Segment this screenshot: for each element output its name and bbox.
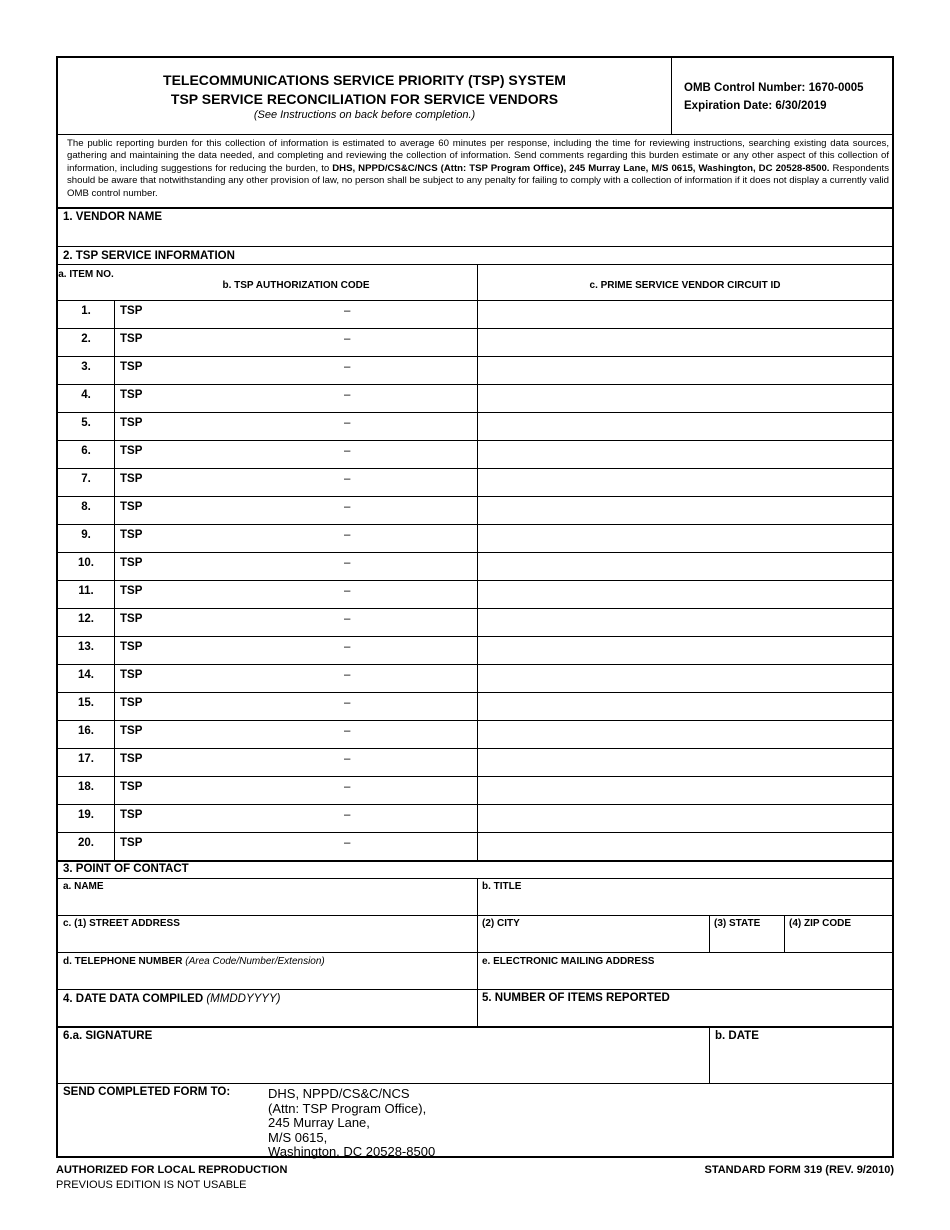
tsp-auth-code-field[interactable] xyxy=(150,611,470,633)
omb-control-number: OMB Control Number: 1670-0005 xyxy=(684,82,864,94)
tsp-prefix: TSP xyxy=(120,809,143,821)
circuit-id-field[interactable] xyxy=(482,415,887,437)
telephone-label xyxy=(63,956,325,967)
items-reported-field[interactable] xyxy=(482,1008,887,1024)
address-line: 245 Murray Lane, xyxy=(268,1115,370,1130)
title-line-1: TELECOMMUNICATIONS SERVICE PRIORITY (TSP) SYSTEM xyxy=(163,72,566,88)
poc-title-field[interactable] xyxy=(482,895,887,913)
circuit-id-field[interactable] xyxy=(482,807,887,829)
email-field[interactable] xyxy=(482,970,887,988)
tsp-prefix: TSP xyxy=(120,389,143,401)
auth-code-separator: – xyxy=(344,501,351,513)
circuit-id-field[interactable] xyxy=(482,779,887,801)
tsp-prefix: TSP xyxy=(120,305,143,317)
auth-code-separator: – xyxy=(344,809,351,821)
tsp-prefix: TSP xyxy=(120,753,143,765)
auth-code-separator: – xyxy=(344,445,351,457)
table-row xyxy=(58,608,892,636)
tsp-auth-code-field[interactable] xyxy=(150,527,470,549)
tsp-auth-code-field[interactable] xyxy=(150,387,470,409)
footer-form-number: STANDARD FORM 319 (REV. 9/2010) xyxy=(704,1164,894,1176)
item-number: 10. xyxy=(78,557,94,569)
tsp-auth-code-field[interactable] xyxy=(150,303,470,325)
poc-name-label: a. NAME xyxy=(63,881,104,892)
city-label: (2) CITY xyxy=(482,918,520,929)
auth-code-separator: – xyxy=(344,529,351,541)
expiration-date: Expiration Date: 6/30/2019 xyxy=(684,100,827,112)
circuit-id-field[interactable] xyxy=(482,527,887,549)
zip-label: (4) ZIP CODE xyxy=(789,918,852,929)
item-number: 4. xyxy=(81,389,91,401)
signature-date-label: b. DATE xyxy=(715,1030,759,1042)
tsp-auth-code-field[interactable] xyxy=(150,471,470,493)
street-address-label: c. (1) STREET ADDRESS xyxy=(63,918,180,929)
tsp-prefix: TSP xyxy=(120,529,143,541)
circuit-id-field[interactable] xyxy=(482,639,887,661)
table-row xyxy=(58,468,892,496)
tsp-prefix: TSP xyxy=(120,669,143,681)
send-to-label: SEND COMPLETED FORM TO: xyxy=(63,1086,231,1098)
poc-name-field[interactable] xyxy=(63,895,473,913)
table-row xyxy=(58,412,892,440)
circuit-id-field[interactable] xyxy=(482,667,887,689)
tsp-auth-code-field[interactable] xyxy=(150,695,470,717)
auth-code-separator: – xyxy=(344,557,351,569)
item-number: 18. xyxy=(78,781,94,793)
table-row xyxy=(58,552,892,580)
state-label: (3) STATE xyxy=(714,918,761,929)
circuit-id-field[interactable] xyxy=(482,331,887,353)
item-number: 17. xyxy=(78,753,94,765)
table-row xyxy=(58,496,892,524)
circuit-id-field[interactable] xyxy=(482,555,887,577)
col-circuit-id: c. PRIME SERVICE VENDOR CIRCUIT ID xyxy=(589,280,781,291)
item-number: 15. xyxy=(78,697,94,709)
tsp-auth-code-field[interactable] xyxy=(150,415,470,437)
tsp-auth-code-field[interactable] xyxy=(150,723,470,745)
auth-code-separator: – xyxy=(344,837,351,849)
table-row xyxy=(58,804,892,832)
table-row xyxy=(58,440,892,468)
circuit-id-field[interactable] xyxy=(482,583,887,605)
form-sf319 xyxy=(56,56,894,1158)
table-row xyxy=(58,832,892,860)
col-tsp-auth-code: b. TSP AUTHORIZATION CODE xyxy=(222,280,370,291)
tsp-service-info-label: 2. TSP SERVICE INFORMATION xyxy=(63,250,235,262)
item-number: 14. xyxy=(78,669,94,681)
circuit-id-field[interactable] xyxy=(482,751,887,773)
circuit-id-field[interactable] xyxy=(482,359,887,381)
signature-date-field[interactable] xyxy=(715,1046,887,1080)
item-number: 6. xyxy=(81,445,91,457)
tsp-auth-code-field[interactable] xyxy=(150,639,470,661)
address-line: DHS, NPPD/CS&C/NCS xyxy=(268,1086,410,1101)
table-row xyxy=(58,776,892,804)
auth-code-separator: – xyxy=(344,641,351,653)
circuit-id-field[interactable] xyxy=(482,387,887,409)
signature-field[interactable] xyxy=(63,1046,703,1080)
auth-code-separator: – xyxy=(344,333,351,345)
item-number: 5. xyxy=(81,417,91,429)
auth-code-separator: – xyxy=(344,417,351,429)
table-row xyxy=(58,524,892,552)
item-number: 8. xyxy=(81,501,91,513)
tsp-auth-code-field[interactable] xyxy=(150,667,470,689)
table-row xyxy=(58,580,892,608)
telephone-field[interactable] xyxy=(63,970,473,988)
point-of-contact-label: 3. POINT OF CONTACT xyxy=(63,863,189,875)
circuit-id-field[interactable] xyxy=(482,499,887,521)
table-row xyxy=(58,692,892,720)
item-number: 7. xyxy=(81,473,91,485)
tsp-auth-code-field[interactable] xyxy=(150,807,470,829)
tsp-auth-code-field[interactable] xyxy=(150,443,470,465)
address-line: M/S 0615, xyxy=(268,1129,328,1145)
auth-code-separator: – xyxy=(344,753,351,765)
tsp-prefix: TSP xyxy=(120,473,143,485)
date-compiled-text: 4. DATE DATA COMPILED xyxy=(63,993,204,1005)
tsp-prefix: TSP xyxy=(120,557,143,569)
circuit-id-field[interactable] xyxy=(482,471,887,493)
tsp-auth-code-field[interactable] xyxy=(150,583,470,605)
auth-code-separator: – xyxy=(344,669,351,681)
item-number: 11. xyxy=(78,585,94,597)
signature-label: 6.a. SIGNATURE xyxy=(63,1030,153,1042)
burden-text-a: The public reporting burden for this collection of information is estimated to average 60 minutes per response, including the time for reviewing instructions, searching existing data sources, gathering and maintaining the data needed, and completing and reviewing the collection of information. Send comments regarding this burden estimate or any other aspect of this collection of information, including suggestions for reducing the burden, to xyxy=(67,138,889,174)
footer-previous-edition: PREVIOUS EDITION IS NOT USABLE xyxy=(56,1179,247,1191)
tsp-prefix: TSP xyxy=(120,697,143,709)
tsp-prefix: TSP xyxy=(120,613,143,625)
burden-statement xyxy=(67,138,889,200)
date-compiled-hint: (MMDDYYYY) xyxy=(206,993,281,1005)
auth-code-separator: – xyxy=(344,585,351,597)
vendor-name-field[interactable] xyxy=(60,226,890,244)
date-compiled-label xyxy=(63,993,280,1005)
tsp-auth-code-field[interactable] xyxy=(150,835,470,857)
city-field[interactable] xyxy=(482,932,705,950)
auth-code-separator: – xyxy=(344,613,351,625)
footer-reproduction: AUTHORIZED FOR LOCAL REPRODUCTION xyxy=(56,1164,288,1176)
auth-code-separator: – xyxy=(344,781,351,793)
circuit-id-field[interactable] xyxy=(482,611,887,633)
address-line: Washington, DC 20528-8500 xyxy=(268,1144,436,1159)
tsp-prefix: TSP xyxy=(120,585,143,597)
item-number: 13. xyxy=(78,641,94,653)
tsp-auth-code-field[interactable] xyxy=(150,751,470,773)
col-item-no: a. ITEM NO. xyxy=(58,269,114,280)
item-number: 2. xyxy=(81,333,91,345)
table-row xyxy=(58,720,892,748)
circuit-id-field[interactable] xyxy=(482,303,887,325)
auth-code-separator: – xyxy=(344,305,351,317)
item-number: 20. xyxy=(78,837,94,849)
form-subtitle: (See Instructions on back before completion.) xyxy=(253,109,476,121)
table-row xyxy=(58,300,892,328)
zip-field[interactable] xyxy=(789,932,887,950)
state-field[interactable] xyxy=(714,932,780,950)
address-line: (Attn: TSP Program Office), xyxy=(268,1100,427,1116)
tsp-auth-code-field[interactable] xyxy=(150,331,470,353)
tsp-prefix: TSP xyxy=(120,725,143,737)
table-row xyxy=(58,664,892,692)
item-number: 19. xyxy=(78,809,94,821)
items-reported-label: 5. NUMBER OF ITEMS REPORTED xyxy=(482,992,670,1004)
tsp-prefix: TSP xyxy=(120,837,143,849)
tsp-auth-code-field[interactable] xyxy=(150,555,470,577)
auth-code-separator: – xyxy=(344,725,351,737)
auth-code-separator: – xyxy=(344,697,351,709)
burden-text-b: Respondents should be aware that notwithstanding any other provision of law, no person shall be subject to any penalty for failing to comply with a collection of information if it does not display a currently valid OMB control number. xyxy=(67,162,890,199)
table-row xyxy=(58,636,892,664)
item-number: 16. xyxy=(78,725,94,737)
tsp-prefix: TSP xyxy=(120,417,143,429)
auth-code-separator: – xyxy=(344,389,351,401)
item-number: 9. xyxy=(81,529,91,541)
omb-info xyxy=(684,79,864,115)
item-number: 3. xyxy=(81,361,91,373)
tsp-prefix: TSP xyxy=(120,445,143,457)
telephone-hint: (Area Code/Number/Extension) xyxy=(185,956,325,967)
table-row xyxy=(58,748,892,776)
send-to-address xyxy=(268,1087,435,1160)
tsp-prefix: TSP xyxy=(120,361,143,373)
tsp-prefix: TSP xyxy=(120,333,143,345)
tsp-auth-code-field[interactable] xyxy=(150,499,470,521)
circuit-id-field[interactable] xyxy=(482,835,887,857)
item-number: 1. xyxy=(81,305,91,317)
auth-code-separator: – xyxy=(344,361,351,373)
tsp-prefix: TSP xyxy=(120,641,143,653)
telephone-label-text: d. TELEPHONE NUMBER xyxy=(63,956,183,967)
table-row xyxy=(58,384,892,412)
item-number: 12. xyxy=(78,613,94,625)
auth-code-separator: – xyxy=(344,473,351,485)
table-row xyxy=(58,328,892,356)
tsp-auth-code-field[interactable] xyxy=(150,779,470,801)
email-label: e. ELECTRONIC MAILING ADDRESS xyxy=(482,956,655,967)
tsp-prefix: TSP xyxy=(120,501,143,513)
table-row xyxy=(58,356,892,384)
tsp-prefix: TSP xyxy=(120,781,143,793)
circuit-id-field[interactable] xyxy=(482,695,887,717)
form-title xyxy=(58,71,671,109)
tsp-auth-code-field[interactable] xyxy=(150,359,470,381)
date-compiled-field[interactable] xyxy=(63,1008,473,1024)
circuit-id-field[interactable] xyxy=(482,443,887,465)
burden-address: DHS, NPPD/CS&C/NCS (Attn: TSP Program Office), 245 Murray Lane, M/S 0615, Washington, DC 20528-8500. xyxy=(332,162,830,174)
circuit-id-field[interactable] xyxy=(482,723,887,745)
poc-title-label: b. TITLE xyxy=(482,881,522,892)
vendor-name-label: 1. VENDOR NAME xyxy=(63,211,163,223)
title-line-2: TSP SERVICE RECONCILIATION FOR SERVICE VENDORS xyxy=(170,91,559,107)
street-address-field[interactable] xyxy=(63,932,473,950)
